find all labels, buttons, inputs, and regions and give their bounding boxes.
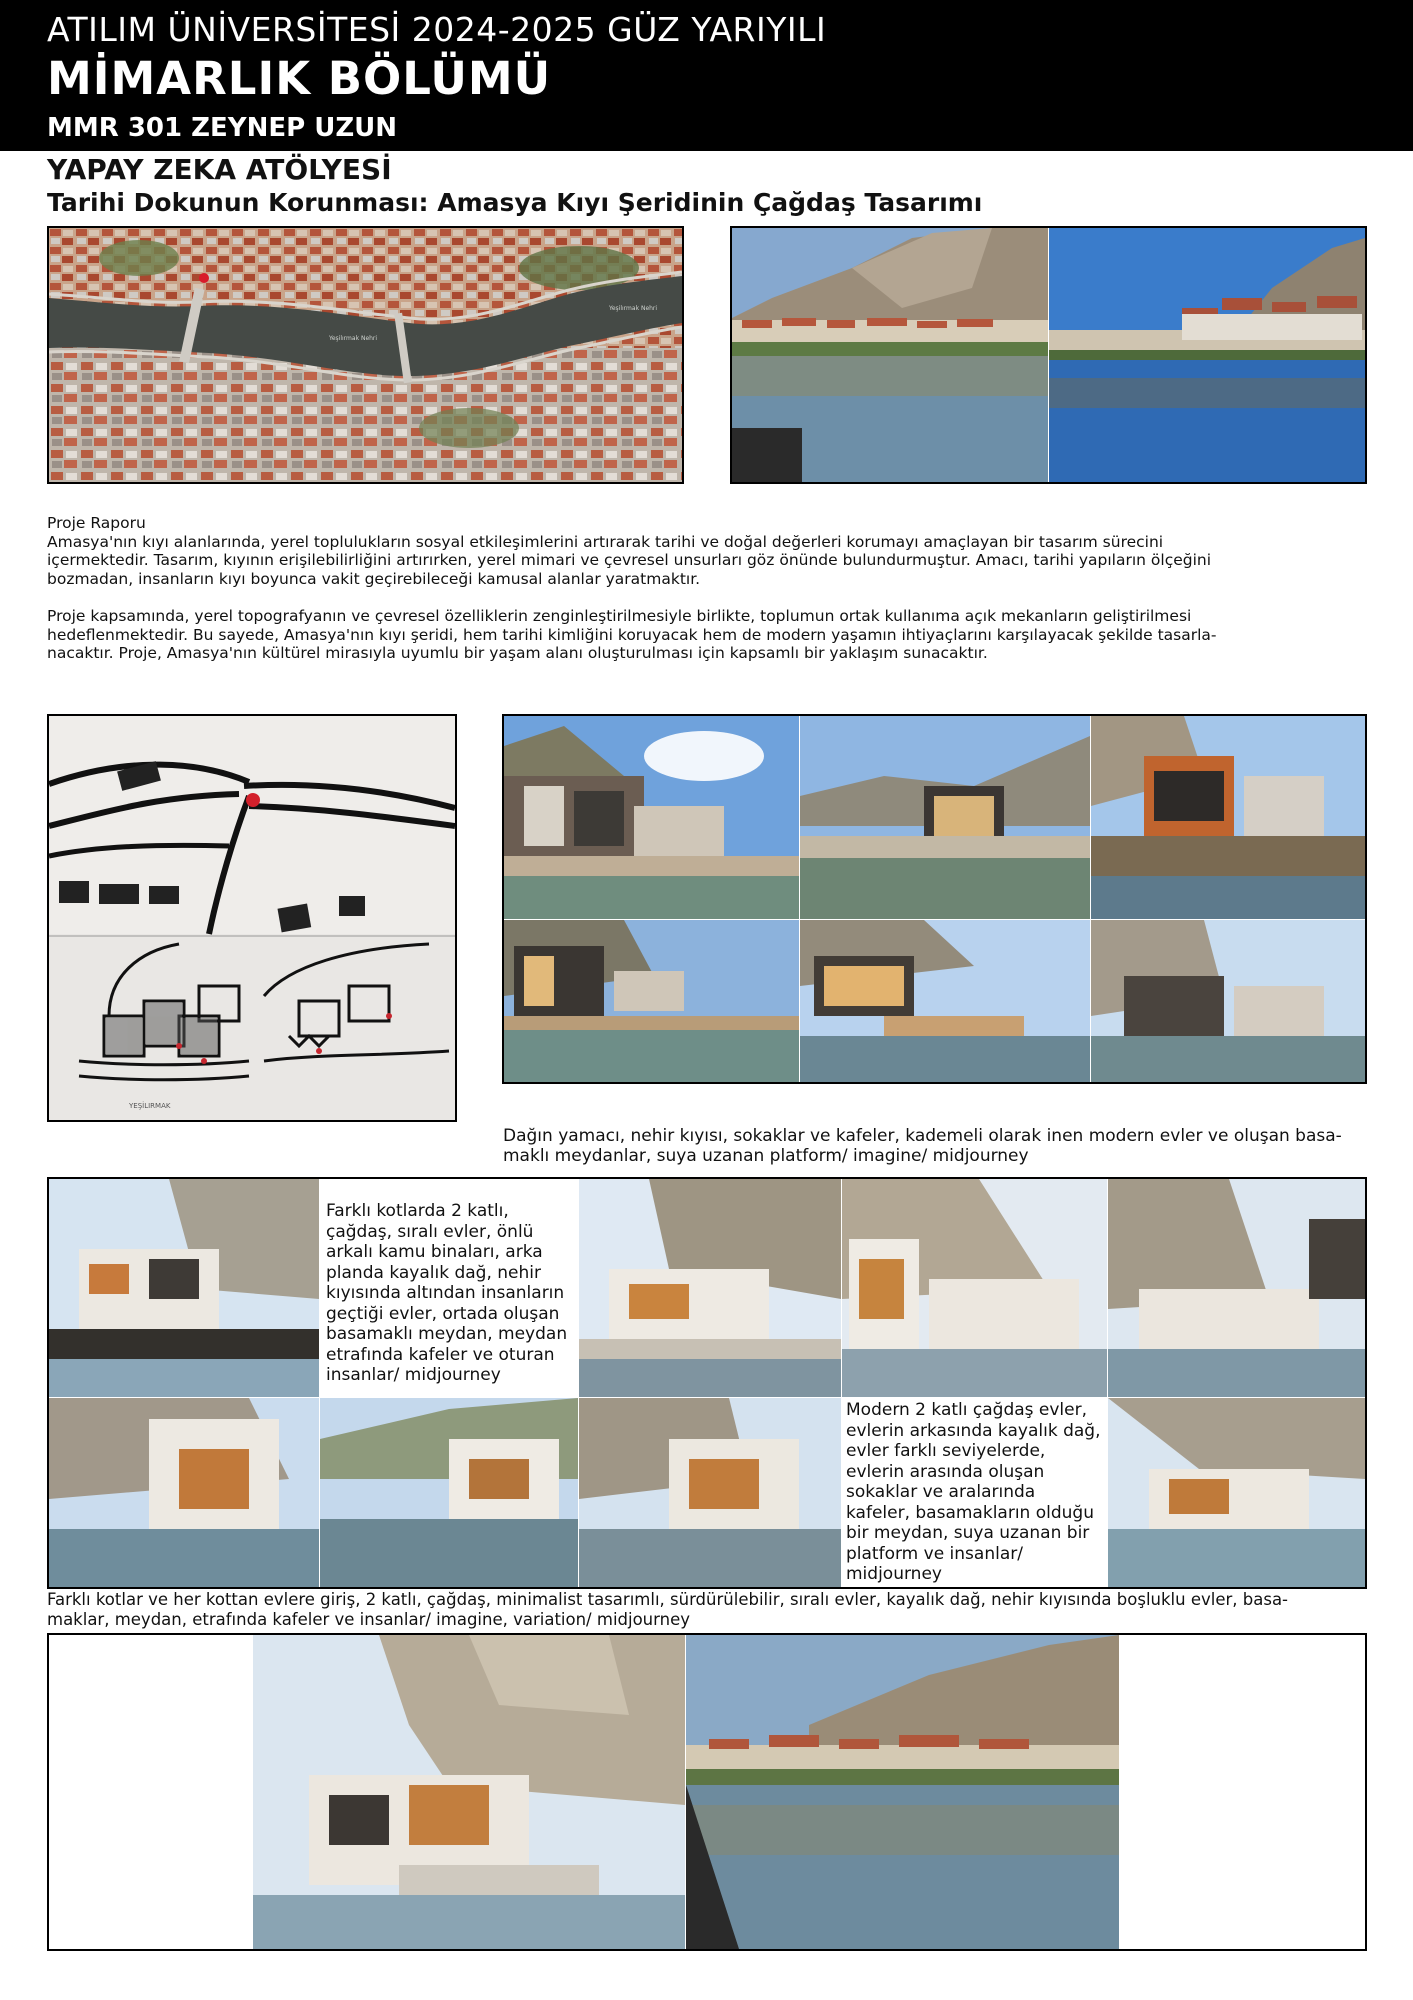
final-render-vs-photo [49,1635,1365,1949]
overlay2-line7: bir meydan, suya uzanan bir [846,1523,1090,1543]
project-title: Tarihi Dokunun Korunması: Amasya Kıyı Şeridinin Çağdaş Tasarımı [47,188,983,217]
overlay1-line1: Farklı kotlarda 2 katlı, [326,1201,509,1221]
riverside-renders-grid-2 [49,1179,1365,1587]
overlay1-line5: kıyısında altından insanların [326,1283,565,1303]
overlay2-line5: sokaklar ve aralarında [846,1482,1036,1502]
overlay1-line3: arkalı kamu binaları, arka [326,1242,543,1262]
sketch-signature: YEŞİLIRMAK [129,1102,171,1110]
report-p2-line2: hedeflenmektedir. Bu sayede, Amasya'nın kıyı şeridi, hem tarihi kimliğini koruyacak hem de modern yaşamın ihtiyaçlarını karşılayacak şekilde tasarla- [47,625,1217,644]
aerial-site-map [47,226,684,484]
overlay2-line2: evlerin arkasında kayalık dağ, [846,1420,1101,1441]
grid2-overlay-text-2 [842,1398,1107,1587]
overlay2-line3: evler farklı seviyelerde, [846,1441,1046,1461]
river-label-2: Yeşilırmak Nehri [609,305,658,312]
riverside-renders-grid-1 [504,716,1365,1082]
grid1-caption-line2: maklı meydanlar, suya uzanan platform/ imagine/ midjourney [503,1146,1029,1166]
overlay1-line4: planda kayalık dağ, nehir [326,1262,541,1283]
river-label-1: Yeşilırmak Nehri [329,335,378,342]
hand-sketches [47,714,457,1122]
overlay2-line8: platform ve insanlar/ [846,1543,1023,1564]
overlay2-line4: evlerin arasında oluşan [846,1461,1045,1482]
workshop-title: YAPAY ZEKA ATÖLYESİ [47,153,392,186]
overlay2-line6: kafeler, basamakların olduğu [846,1502,1094,1523]
department-title: MİMARLIK BÖLÜMÜ [47,52,552,105]
render-grid-2 [47,1177,1367,1589]
overlay1-line6: geçtiği evler, ortada oluşan [326,1303,560,1324]
report-p2-line1: Proje kapsamında, yerel topografyanın ve çevresel özelliklerin zenginleştirilmesiyle birlikte, toplumun ortak kullanıma açık mekanların geliştirilmesi [47,607,1192,625]
overlay1-line9: insanlar/ midjourney [326,1365,501,1385]
render-grid-1 [502,714,1367,1084]
header-banner [0,0,1413,151]
grid1-caption-line1: Dağın yamacı, nehir kıyısı, sokaklar ve kafeler, kademeli olarak inen modern evler ve oluşan basa- [503,1126,1342,1146]
grid2-caption-line2: maklar, meydan, etrafında kafeler ve insanlar/ imagine, variation/ midjourney [47,1610,691,1629]
overlay1-line2: çağdaş, sıralı evler, önlü [326,1221,534,1242]
report-heading: Proje Raporu [47,514,146,532]
report-p1-line2: içermektedir. Tasarım, kıyının erişilebilirliğini artırırken, yerel mimari ve çevresel unsurları göz önünde bulundurmuştur. Amacı, tarihi yapıların ölçeğini [47,551,1212,569]
grid2-caption-line1: Farklı kotlar ve her kottan evlere giriş, 2 katlı, çağdaş, minimalist tasarımlı, sürdürülebilir, sıralı evler, kayalık dağ, nehir kıyısında boşluklu evler, basa- [47,1590,1289,1609]
report-p2-line3: nacaktır. Proje, Amasya'nın kültürel mirasıyla uyumlu bir yaşam alanı oluşturulması için kapsamlı bir yaklaşım sunacaktır. [47,644,988,662]
grid2-overlay-text-1 [320,1179,579,1397]
overlay2-line1: Modern 2 katlı çağdaş evler, [846,1400,1088,1420]
overlay1-line8: etrafında kafeler ve oturan [326,1344,555,1365]
overlay1-line7: basamaklı meydan, meydan [326,1324,568,1344]
report-p1-line1: Amasya'nın kıyı alanlarında, yerel toplulukların sosyal etkileşimlerini artırarak tarihi ve doğal değerleri korumayı amaçlayan bir tasarım sürecini [47,532,1164,551]
course-line: MMR 301 ZEYNEP UZUN [47,113,398,143]
project-report [47,514,1347,663]
river-photos-panel [730,226,1367,484]
report-p1-line3: bozmadan, insanların kıyı boyunca vakit geçirebileceği kamusal alanlar yaratmaktır. [47,569,701,588]
final-comparison-panel [47,1633,1367,1951]
amasya-riverfront-photos [732,228,1365,482]
university-line: ATILIM ÜNİVERSİTESİ 2024-2025 GÜZ YARIYILI [47,10,827,49]
overlay2-line9: midjourney [846,1564,942,1584]
